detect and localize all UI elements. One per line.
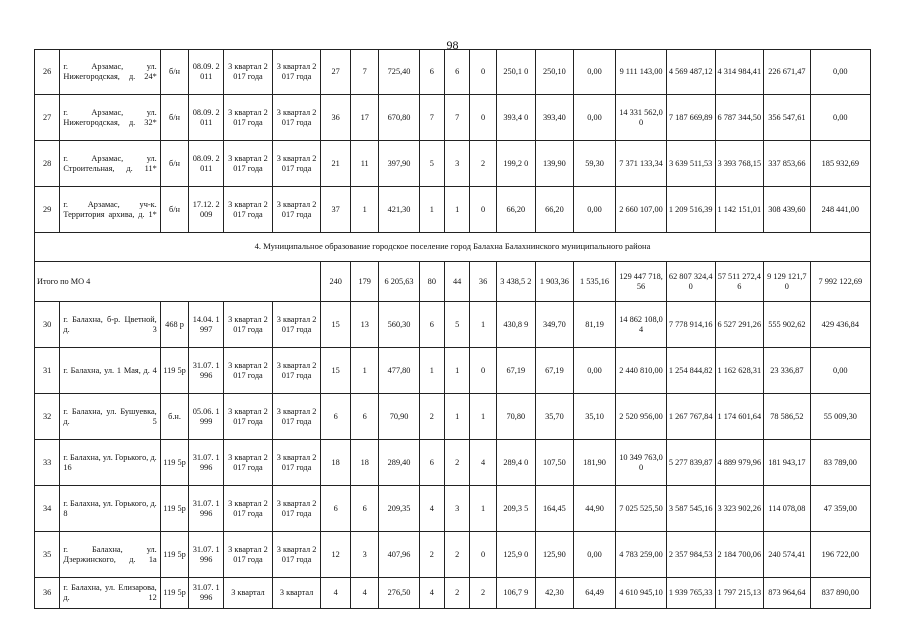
cost-region-cell: 3 393 768,15 xyxy=(715,141,764,187)
area-cell: 407,96 xyxy=(379,532,419,578)
total-cell: 1 535,16 xyxy=(573,262,615,302)
actual-date-cell: 3 квартал 2017 года xyxy=(272,95,321,141)
rooms-total-cell: 6 xyxy=(419,440,444,486)
rooms-cell: 3 xyxy=(445,141,470,187)
document-date-cell: 14.04. 1997 xyxy=(189,302,224,348)
document-date-cell: 08.09. 2011 xyxy=(189,141,224,187)
cost-extra-cell: 0,00 xyxy=(810,95,870,141)
residents-count-cell: 6 xyxy=(321,394,351,440)
residents-resettled-cell: 4 xyxy=(350,578,379,609)
rooms-total-cell: 6 xyxy=(419,50,444,95)
area-cell: 725,40 xyxy=(379,50,419,95)
cost-region-cell: 4 314 984,41 xyxy=(715,50,764,95)
area-total-cell: 66,20 xyxy=(496,187,535,233)
planned-date-cell: 3 квартал 2017 года xyxy=(224,187,273,233)
address-cell: г. Балахна, ул. Бушуевка, д. 5 xyxy=(60,394,160,440)
area-other-cell: 0,00 xyxy=(573,187,615,233)
area-total-cell: 393,4 0 xyxy=(496,95,535,141)
residents-resettled-cell: 17 xyxy=(350,95,379,141)
cost-fund-cell: 7 187 669,89 xyxy=(666,95,715,141)
document-date-cell: 31.07. 1996 xyxy=(189,532,224,578)
actual-date-cell: 3 квартал 2017 года xyxy=(272,348,321,394)
area-cell: 560,30 xyxy=(379,302,419,348)
rooms-cell: 1 xyxy=(445,394,470,440)
residents-resettled-cell: 11 xyxy=(350,141,379,187)
rooms-total-cell: 2 xyxy=(419,532,444,578)
rooms-total-cell: 6 xyxy=(419,302,444,348)
table-row xyxy=(35,50,871,95)
planned-date-cell: 3 квартал 2017 года xyxy=(224,348,273,394)
rooms-other-cell: 0 xyxy=(470,348,496,394)
document-number-cell: б/н xyxy=(160,95,189,141)
area-cell: 397,90 xyxy=(379,141,419,187)
cost-local-cell: 356 547,61 xyxy=(764,95,811,141)
cost-fund-cell: 7 778 914,16 xyxy=(666,302,715,348)
actual-date-cell: 3 квартал 2017 года xyxy=(272,187,321,233)
area-part-cell: 139,90 xyxy=(535,141,573,187)
table-row xyxy=(35,578,871,609)
residents-resettled-cell: 6 xyxy=(350,486,379,532)
rooms-total-cell: 4 xyxy=(419,486,444,532)
row-number: 32 xyxy=(35,394,60,440)
housing-resettlement-table xyxy=(34,49,871,609)
address-cell: г. Арзамас, уч-к. Территория архива, д. 1* xyxy=(60,187,160,233)
area-other-cell: 181,90 xyxy=(573,440,615,486)
rooms-cell: 2 xyxy=(445,532,470,578)
section-header-row xyxy=(35,233,871,262)
area-part-cell: 67,19 xyxy=(535,348,573,394)
rooms-total-cell: 5 xyxy=(419,141,444,187)
residents-resettled-cell: 13 xyxy=(350,302,379,348)
area-other-cell: 64,49 xyxy=(573,578,615,609)
residents-resettled-cell: 18 xyxy=(350,440,379,486)
cost-local-cell: 308 439,60 xyxy=(764,187,811,233)
document-date-cell: 08.09. 2011 xyxy=(189,95,224,141)
cost-total-cell: 2 440 810,00 xyxy=(616,348,667,394)
cost-extra-cell: 55 009,30 xyxy=(810,394,870,440)
actual-date-cell: 3 квартал 2017 года xyxy=(272,440,321,486)
cost-region-cell: 4 889 979,96 xyxy=(715,440,764,486)
cost-local-cell: 78 586,52 xyxy=(764,394,811,440)
actual-date-cell: 3 квартал 2017 года xyxy=(272,141,321,187)
total-label: Итого по МО 4 xyxy=(35,262,321,302)
residents-count-cell: 15 xyxy=(321,302,351,348)
rooms-cell: 2 xyxy=(445,440,470,486)
cost-total-cell: 7 371 133,34 xyxy=(616,141,667,187)
rooms-other-cell: 1 xyxy=(470,486,496,532)
rooms-other-cell: 0 xyxy=(470,532,496,578)
cost-local-cell: 555 902,62 xyxy=(764,302,811,348)
rooms-cell: 7 xyxy=(445,95,470,141)
total-cell: 9 129 121,70 xyxy=(764,262,811,302)
document-number-cell: 119 5р xyxy=(160,486,189,532)
actual-date-cell: 3 квартал 2017 года xyxy=(272,50,321,95)
rooms-other-cell: 0 xyxy=(470,50,496,95)
rooms-other-cell: 4 xyxy=(470,440,496,486)
residents-count-cell: 27 xyxy=(321,50,351,95)
document-number-cell: б/н xyxy=(160,187,189,233)
area-cell: 421,30 xyxy=(379,187,419,233)
table-row xyxy=(35,187,871,233)
cost-local-cell: 240 574,41 xyxy=(764,532,811,578)
cost-local-cell: 23 336,87 xyxy=(764,348,811,394)
area-part-cell: 35,70 xyxy=(535,394,573,440)
area-total-cell: 430,8 9 xyxy=(496,302,535,348)
cost-fund-cell: 4 569 487,12 xyxy=(666,50,715,95)
cost-total-cell: 4 783 259,00 xyxy=(616,532,667,578)
cost-extra-cell: 0,00 xyxy=(810,348,870,394)
cost-total-cell: 2 660 107,00 xyxy=(616,187,667,233)
cost-total-cell: 9 111 143,00 xyxy=(616,50,667,95)
area-total-cell: 70,80 xyxy=(496,394,535,440)
planned-date-cell: 3 квартал 2017 года xyxy=(224,50,273,95)
rooms-cell: 1 xyxy=(445,348,470,394)
address-cell: г. Арзамас, ул. Нижегородская, д. 32* xyxy=(60,95,160,141)
table-row xyxy=(35,348,871,394)
planned-date-cell: 3 квартал 2017 года xyxy=(224,95,273,141)
total-cell: 3 438,5 2 xyxy=(496,262,535,302)
address-cell: г. Балахна, ул. Дзержинского, д. 1а xyxy=(60,532,160,578)
page-number: 98 xyxy=(446,38,459,52)
document-date-cell: 08.09. 2011 xyxy=(189,50,224,95)
total-cell: 129 447 718,56 xyxy=(616,262,667,302)
document-number-cell: б.н. xyxy=(160,394,189,440)
row-number: 30 xyxy=(35,302,60,348)
table-row xyxy=(35,486,871,532)
area-part-cell: 66,20 xyxy=(535,187,573,233)
cost-fund-cell: 1 254 844,82 xyxy=(666,348,715,394)
actual-date-cell: 3 квартал 2017 года xyxy=(272,532,321,578)
cost-fund-cell: 3 587 545,16 xyxy=(666,486,715,532)
total-cell: 6 205,63 xyxy=(379,262,419,302)
address-cell: г. Арзамас, ул. Строительная, д. 11* xyxy=(60,141,160,187)
table-row xyxy=(35,440,871,486)
row-number: 28 xyxy=(35,141,60,187)
planned-date-cell: 3 квартал 2017 года xyxy=(224,302,273,348)
total-cell: 1 903,36 xyxy=(535,262,573,302)
cost-local-cell: 181 943,17 xyxy=(764,440,811,486)
cost-total-cell: 7 025 525,50 xyxy=(616,486,667,532)
actual-date-cell: 3 квартал 2017 года xyxy=(272,394,321,440)
cost-total-cell: 14 331 562,00 xyxy=(616,95,667,141)
cost-total-cell: 4 610 945,10 xyxy=(616,578,667,609)
residents-resettled-cell: 3 xyxy=(350,532,379,578)
residents-resettled-cell: 1 xyxy=(350,187,379,233)
area-other-cell: 0,00 xyxy=(573,95,615,141)
cost-region-cell: 6 787 344,50 xyxy=(715,95,764,141)
cost-extra-cell: 196 722,00 xyxy=(810,532,870,578)
cost-extra-cell: 185 932,69 xyxy=(810,141,870,187)
area-part-cell: 349,70 xyxy=(535,302,573,348)
planned-date-cell: 3 квартал xyxy=(224,578,273,609)
area-total-cell: 250,1 0 xyxy=(496,50,535,95)
section-title: 4. Муниципальное образование городское поселение город Балахна Балахнинского муниципального района xyxy=(35,233,871,262)
cost-local-cell: 873 964,64 xyxy=(764,578,811,609)
cost-fund-cell: 1 267 767,84 xyxy=(666,394,715,440)
residents-count-cell: 12 xyxy=(321,532,351,578)
planned-date-cell: 3 квартал 2017 года xyxy=(224,532,273,578)
total-cell: 7 992 122,69 xyxy=(810,262,870,302)
area-cell: 209,35 xyxy=(379,486,419,532)
cost-extra-cell: 429 436,84 xyxy=(810,302,870,348)
rooms-other-cell: 0 xyxy=(470,95,496,141)
total-cell: 179 xyxy=(350,262,379,302)
planned-date-cell: 3 квартал 2017 года xyxy=(224,486,273,532)
row-number: 27 xyxy=(35,95,60,141)
cost-local-cell: 337 853,66 xyxy=(764,141,811,187)
document-date-cell: 31.07. 1996 xyxy=(189,486,224,532)
residents-count-cell: 36 xyxy=(321,95,351,141)
rooms-other-cell: 2 xyxy=(470,141,496,187)
row-number: 33 xyxy=(35,440,60,486)
residents-count-cell: 15 xyxy=(321,348,351,394)
area-other-cell: 0,00 xyxy=(573,50,615,95)
rooms-other-cell: 1 xyxy=(470,302,496,348)
cost-extra-cell: 47 359,00 xyxy=(810,486,870,532)
row-number: 35 xyxy=(35,532,60,578)
cost-region-cell: 6 527 291,26 xyxy=(715,302,764,348)
cost-fund-cell: 3 639 511,53 xyxy=(666,141,715,187)
total-cell: 80 xyxy=(419,262,444,302)
total-row xyxy=(35,262,871,302)
rooms-cell: 2 xyxy=(445,578,470,609)
planned-date-cell: 3 квартал 2017 года xyxy=(224,394,273,440)
document-date-cell: 31.07. 1996 xyxy=(189,440,224,486)
area-cell: 289,40 xyxy=(379,440,419,486)
document-number-cell: 119 5р xyxy=(160,532,189,578)
total-cell: 44 xyxy=(445,262,470,302)
area-other-cell: 35,10 xyxy=(573,394,615,440)
cost-fund-cell: 1 209 516,39 xyxy=(666,187,715,233)
area-total-cell: 125,9 0 xyxy=(496,532,535,578)
area-part-cell: 42,30 xyxy=(535,578,573,609)
rooms-other-cell: 2 xyxy=(470,578,496,609)
area-other-cell: 81,19 xyxy=(573,302,615,348)
residents-resettled-cell: 1 xyxy=(350,348,379,394)
actual-date-cell: 3 квартал xyxy=(272,578,321,609)
area-part-cell: 250,10 xyxy=(535,50,573,95)
document-date-cell: 31.07. 1996 xyxy=(189,348,224,394)
cost-region-cell: 1 162 628,31 xyxy=(715,348,764,394)
table-row xyxy=(35,141,871,187)
area-other-cell: 44,90 xyxy=(573,486,615,532)
rooms-total-cell: 1 xyxy=(419,348,444,394)
cost-extra-cell: 0,00 xyxy=(810,50,870,95)
area-cell: 670,80 xyxy=(379,95,419,141)
actual-date-cell: 3 квартал 2017 года xyxy=(272,302,321,348)
rooms-total-cell: 1 xyxy=(419,187,444,233)
table-row xyxy=(35,302,871,348)
rooms-other-cell: 1 xyxy=(470,394,496,440)
total-cell: 36 xyxy=(470,262,496,302)
row-number: 34 xyxy=(35,486,60,532)
area-cell: 477,80 xyxy=(379,348,419,394)
document-number-cell: б/н xyxy=(160,50,189,95)
document-number-cell: 468 р xyxy=(160,302,189,348)
residents-resettled-cell: 7 xyxy=(350,50,379,95)
table-row xyxy=(35,95,871,141)
row-number: 31 xyxy=(35,348,60,394)
actual-date-cell: 3 квартал 2017 года xyxy=(272,486,321,532)
area-cell: 70,90 xyxy=(379,394,419,440)
cost-region-cell: 1 174 601,64 xyxy=(715,394,764,440)
rooms-cell: 5 xyxy=(445,302,470,348)
planned-date-cell: 3 квартал 2017 года xyxy=(224,141,273,187)
document-number-cell: 119 5р xyxy=(160,578,189,609)
area-part-cell: 107,50 xyxy=(535,440,573,486)
address-cell: г. Балахна, б-р. Цветной, д. 3 xyxy=(60,302,160,348)
area-part-cell: 164,45 xyxy=(535,486,573,532)
residents-count-cell: 21 xyxy=(321,141,351,187)
table-row xyxy=(35,394,871,440)
rooms-other-cell: 0 xyxy=(470,187,496,233)
document-number-cell: 119 5р xyxy=(160,348,189,394)
area-other-cell: 0,00 xyxy=(573,532,615,578)
residents-resettled-cell: 6 xyxy=(350,394,379,440)
cost-fund-cell: 1 939 765,33 xyxy=(666,578,715,609)
address-cell: г. Арзамас, ул. Нижегородская, д. 24* xyxy=(60,50,160,95)
cost-region-cell: 1 142 151,01 xyxy=(715,187,764,233)
total-cell: 240 xyxy=(321,262,351,302)
cost-extra-cell: 837 890,00 xyxy=(810,578,870,609)
rooms-total-cell: 4 xyxy=(419,578,444,609)
cost-local-cell: 114 078,08 xyxy=(764,486,811,532)
cost-total-cell: 14 862 108,04 xyxy=(616,302,667,348)
cost-region-cell: 3 323 902,26 xyxy=(715,486,764,532)
address-cell: г. Балахна, ул. Горького, д. 8 xyxy=(60,486,160,532)
total-cell: 62 807 324,40 xyxy=(666,262,715,302)
area-total-cell: 289,4 0 xyxy=(496,440,535,486)
row-number: 29 xyxy=(35,187,60,233)
row-number: 36 xyxy=(35,578,60,609)
cost-fund-cell: 5 277 839,87 xyxy=(666,440,715,486)
residents-count-cell: 6 xyxy=(321,486,351,532)
rooms-cell: 3 xyxy=(445,486,470,532)
document-date-cell: 05.06. 1999 xyxy=(189,394,224,440)
address-cell: г. Балахна, ул. Елизарова, д. 12 xyxy=(60,578,160,609)
rooms-total-cell: 7 xyxy=(419,95,444,141)
cost-extra-cell: 83 789,00 xyxy=(810,440,870,486)
area-cell: 276,50 xyxy=(379,578,419,609)
area-total-cell: 67,19 xyxy=(496,348,535,394)
cost-region-cell: 1 797 215,13 xyxy=(715,578,764,609)
cost-extra-cell: 248 441,00 xyxy=(810,187,870,233)
document-number-cell: 119 5р xyxy=(160,440,189,486)
area-total-cell: 106,7 9 xyxy=(496,578,535,609)
rooms-cell: 1 xyxy=(445,187,470,233)
planned-date-cell: 3 квартал 2017 года xyxy=(224,440,273,486)
area-total-cell: 209,3 5 xyxy=(496,486,535,532)
area-other-cell: 0,00 xyxy=(573,348,615,394)
cost-local-cell: 226 671,47 xyxy=(764,50,811,95)
document-date-cell: 17.12. 2009 xyxy=(189,187,224,233)
cost-total-cell: 2 520 956,00 xyxy=(616,394,667,440)
document-number-cell: б/н xyxy=(160,141,189,187)
address-cell: г. Балахна, ул. 1 Мая, д. 4 xyxy=(60,348,160,394)
residents-count-cell: 37 xyxy=(321,187,351,233)
rooms-total-cell: 2 xyxy=(419,394,444,440)
total-cell: 57 511 272,46 xyxy=(715,262,764,302)
residents-count-cell: 4 xyxy=(321,578,351,609)
area-total-cell: 199,2 0 xyxy=(496,141,535,187)
cost-total-cell: 10 349 763,00 xyxy=(616,440,667,486)
document-date-cell: 31.07. 1996 xyxy=(189,578,224,609)
residents-count-cell: 18 xyxy=(321,440,351,486)
cost-fund-cell: 2 357 984,53 xyxy=(666,532,715,578)
area-other-cell: 59,30 xyxy=(573,141,615,187)
cost-region-cell: 2 184 700,06 xyxy=(715,532,764,578)
area-part-cell: 125,90 xyxy=(535,532,573,578)
rooms-cell: 6 xyxy=(445,50,470,95)
address-cell: г. Балахна, ул. Горького, д. 16 xyxy=(60,440,160,486)
area-part-cell: 393,40 xyxy=(535,95,573,141)
table-row xyxy=(35,532,871,578)
row-number: 26 xyxy=(35,50,60,95)
